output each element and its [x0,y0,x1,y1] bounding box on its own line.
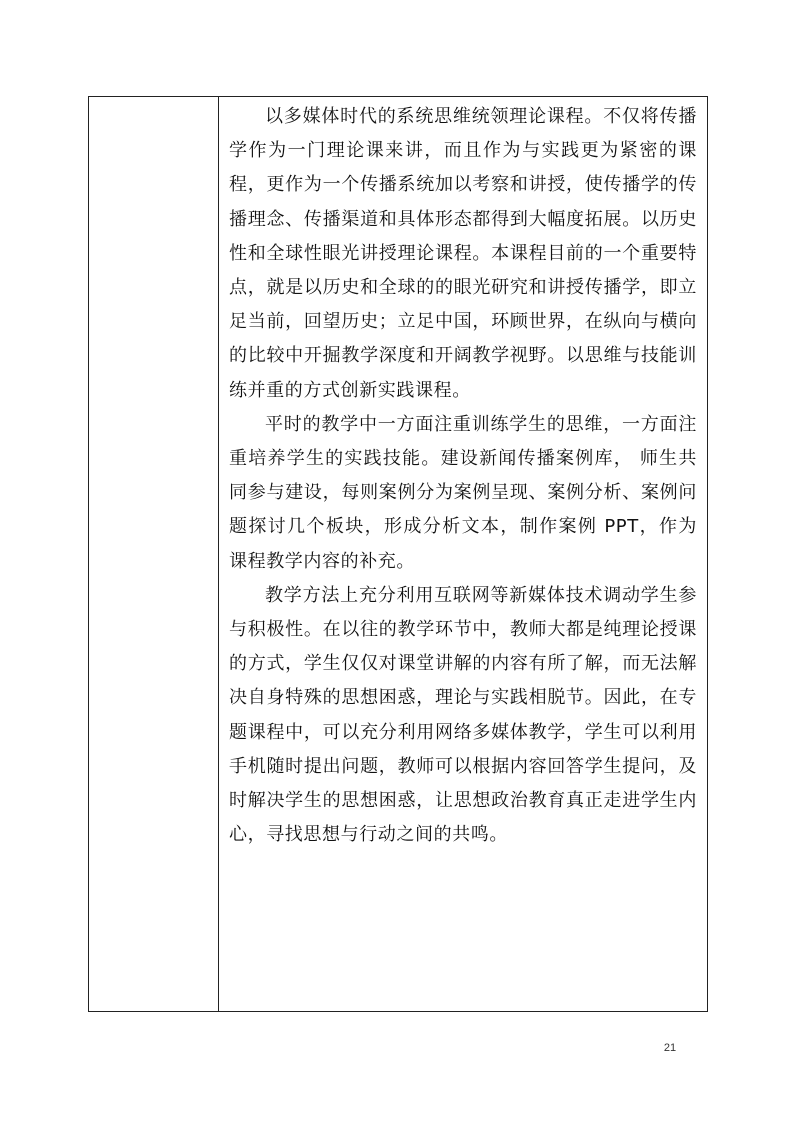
table-left-cell [89,97,219,1011]
paragraph-practice-skills: 平时的教学中一方面注重训练学生的思维，一方面注重培养学生的实践技能。建设新闻传播案例库， 师生共同参与建设，每则案例分为案例呈现、案例分析、案例问题探讨几个板块，形成分析文本，制作案例 PPT，作为课程教学内容的补充。 [229,413,697,572]
content-table [88,96,708,1012]
paragraph-teaching-method: 教学方法上充分利用互联网等新媒体技术调动学生参与积极性。在以往的教学环节中，教师大都是纯理论授课的方式，学生仅仅对课堂讲解的内容有所了解，而无法解决自身特殊的思想困惑，理论与实践相脱节。因此，在专题课程中，可以充分利用网络多媒体教学，学生可以利用手机随时提出问题，教师可以根据内容回答学生提问，及时解决学生的思想困惑，让思想政治教育真正走进学生内心，寻找思想与行动之间的共鸣。 [229,584,697,846]
paragraph-theory-course: 以多媒体时代的系统思维统领理论课程。不仅将传播学作为一门理论课来讲，而且作为与实践更为紧密的课程，更作为一个传播系统加以考察和讲授，使传播学的传播理念、传播渠道和具体形态都得到大幅度拓展。以历史性和全球性眼光讲授理论课程。本课程目前的一个重要特点，就是以历史和全球的的眼光研究和讲授传播学，即立足当前，回望历史；立足中国，环顾世界，在纵向与横向的比较中开掘教学深度和开阔教学视野。以思维与技能训练并重的方式创新实践课程。 [229,106,697,401]
page-number: 21 [663,1042,677,1054]
table-right-cell [219,97,707,1011]
